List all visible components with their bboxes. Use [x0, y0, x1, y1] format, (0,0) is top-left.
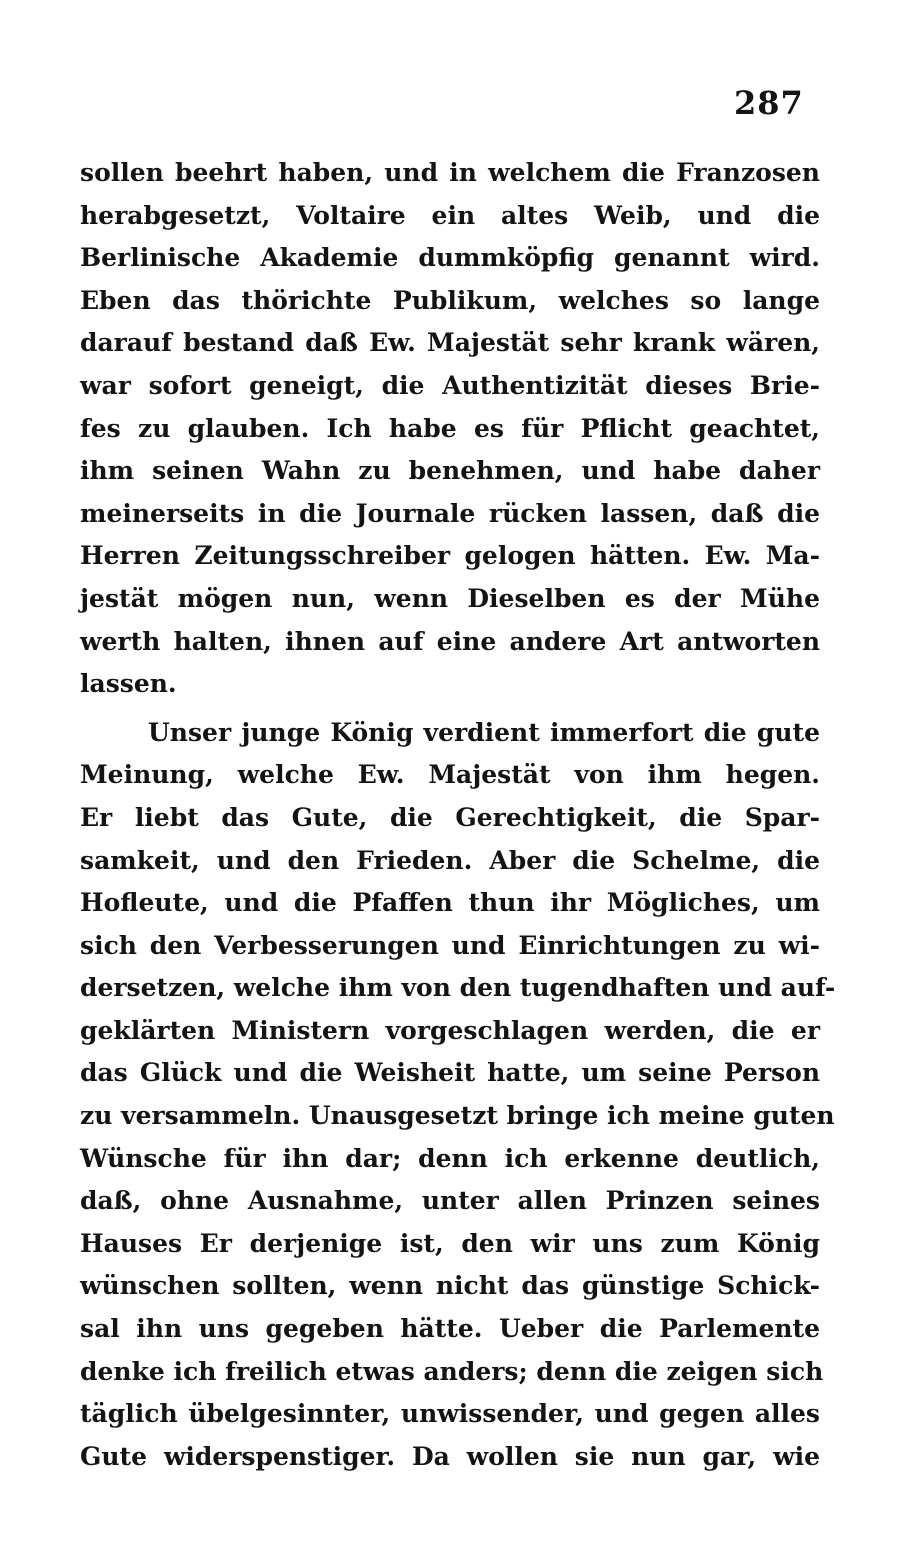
text-line: geklärten Ministern vorgeschlagen werden, die er	[80, 1015, 820, 1045]
text-line: sollen beehrt haben, und in welchem die Franzosen	[80, 158, 820, 187]
text-line: ihm seinen Wahn zu benehmen, und habe daher	[80, 456, 820, 486]
text-line: war sofort geneigt, die Authentizität dieses Brie-	[80, 370, 820, 400]
text-line: Hauses Er derjenige ist, den wir uns zum König	[80, 1228, 820, 1258]
text-line: täglich übelgesinnter, unwissender, und gegen alles	[80, 1399, 820, 1429]
text-line: Hofleute, und die Pfaffen thun ihr Mögliches, um	[80, 888, 820, 918]
text-line: Gute widerspenstiger. Da wollen sie nun gar, wie	[80, 1441, 820, 1471]
text-line: meinerseits in die Journale rücken lassen, daß die	[80, 498, 820, 528]
text-line: fes zu glauben. Ich habe es für Pflicht geachtet,	[80, 413, 820, 443]
text-line: das Glück und die Weisheit hatte, um seine Person	[80, 1058, 820, 1088]
text-line: samkeit, und den Frieden. Aber die Schelme, die	[80, 845, 820, 875]
text-line: Er liebt das Gute, die Gerechtigkeit, die Spar-	[80, 802, 820, 832]
body-text	[80, 152, 836, 1478]
text-line: zu versammeln. Unausgesetzt bringe ich meine guten	[80, 1101, 835, 1131]
text-line: dersetzen, welche ihm von den tugendhaften und auf-	[80, 973, 836, 1003]
text-line: sal ihn uns gegeben hätte. Ueber die Parlemente	[80, 1314, 820, 1344]
text-line: Eben das thörichte Publikum, welches so lange	[80, 285, 820, 315]
text-line: Berlinische Akademie dummköpfig genannt wird.	[80, 243, 820, 273]
text-line: daß, ohne Ausnahme, unter allen Prinzen seines	[80, 1186, 820, 1216]
text-line: jestät mögen nun, wenn Dieselben es der Mühe	[80, 583, 820, 613]
paragraph-last-line: lassen.	[80, 669, 177, 699]
text-line: Herren Zeitungsschreiber gelogen hätten. Ew. Ma-	[80, 541, 820, 571]
text-line: wünschen sollten, wenn nicht das günstige Schick-	[80, 1271, 820, 1301]
text-line: Meinung, welche Ew. Majestät von ihm hegen.	[80, 760, 820, 790]
paragraph-first-line: Unser junge König verdient immerfort die gute	[148, 717, 820, 747]
text-line: herabgesetzt, Voltaire ein altes Weib, und die	[80, 200, 820, 230]
text-line: darauf bestand daß Ew. Majestät sehr krank wären,	[80, 328, 820, 358]
page-number: 287	[734, 84, 804, 122]
text-line: denke ich freilich etwas anders; denn die zeigen sich	[80, 1356, 824, 1386]
text-line: werth halten, ihnen auf eine andere Art antworten	[80, 626, 820, 656]
text-line: sich den Verbesserungen und Einrichtungen zu wi-	[80, 930, 820, 960]
text-line: Wünsche für ihn dar; denn ich erkenne deutlich,	[80, 1143, 820, 1173]
